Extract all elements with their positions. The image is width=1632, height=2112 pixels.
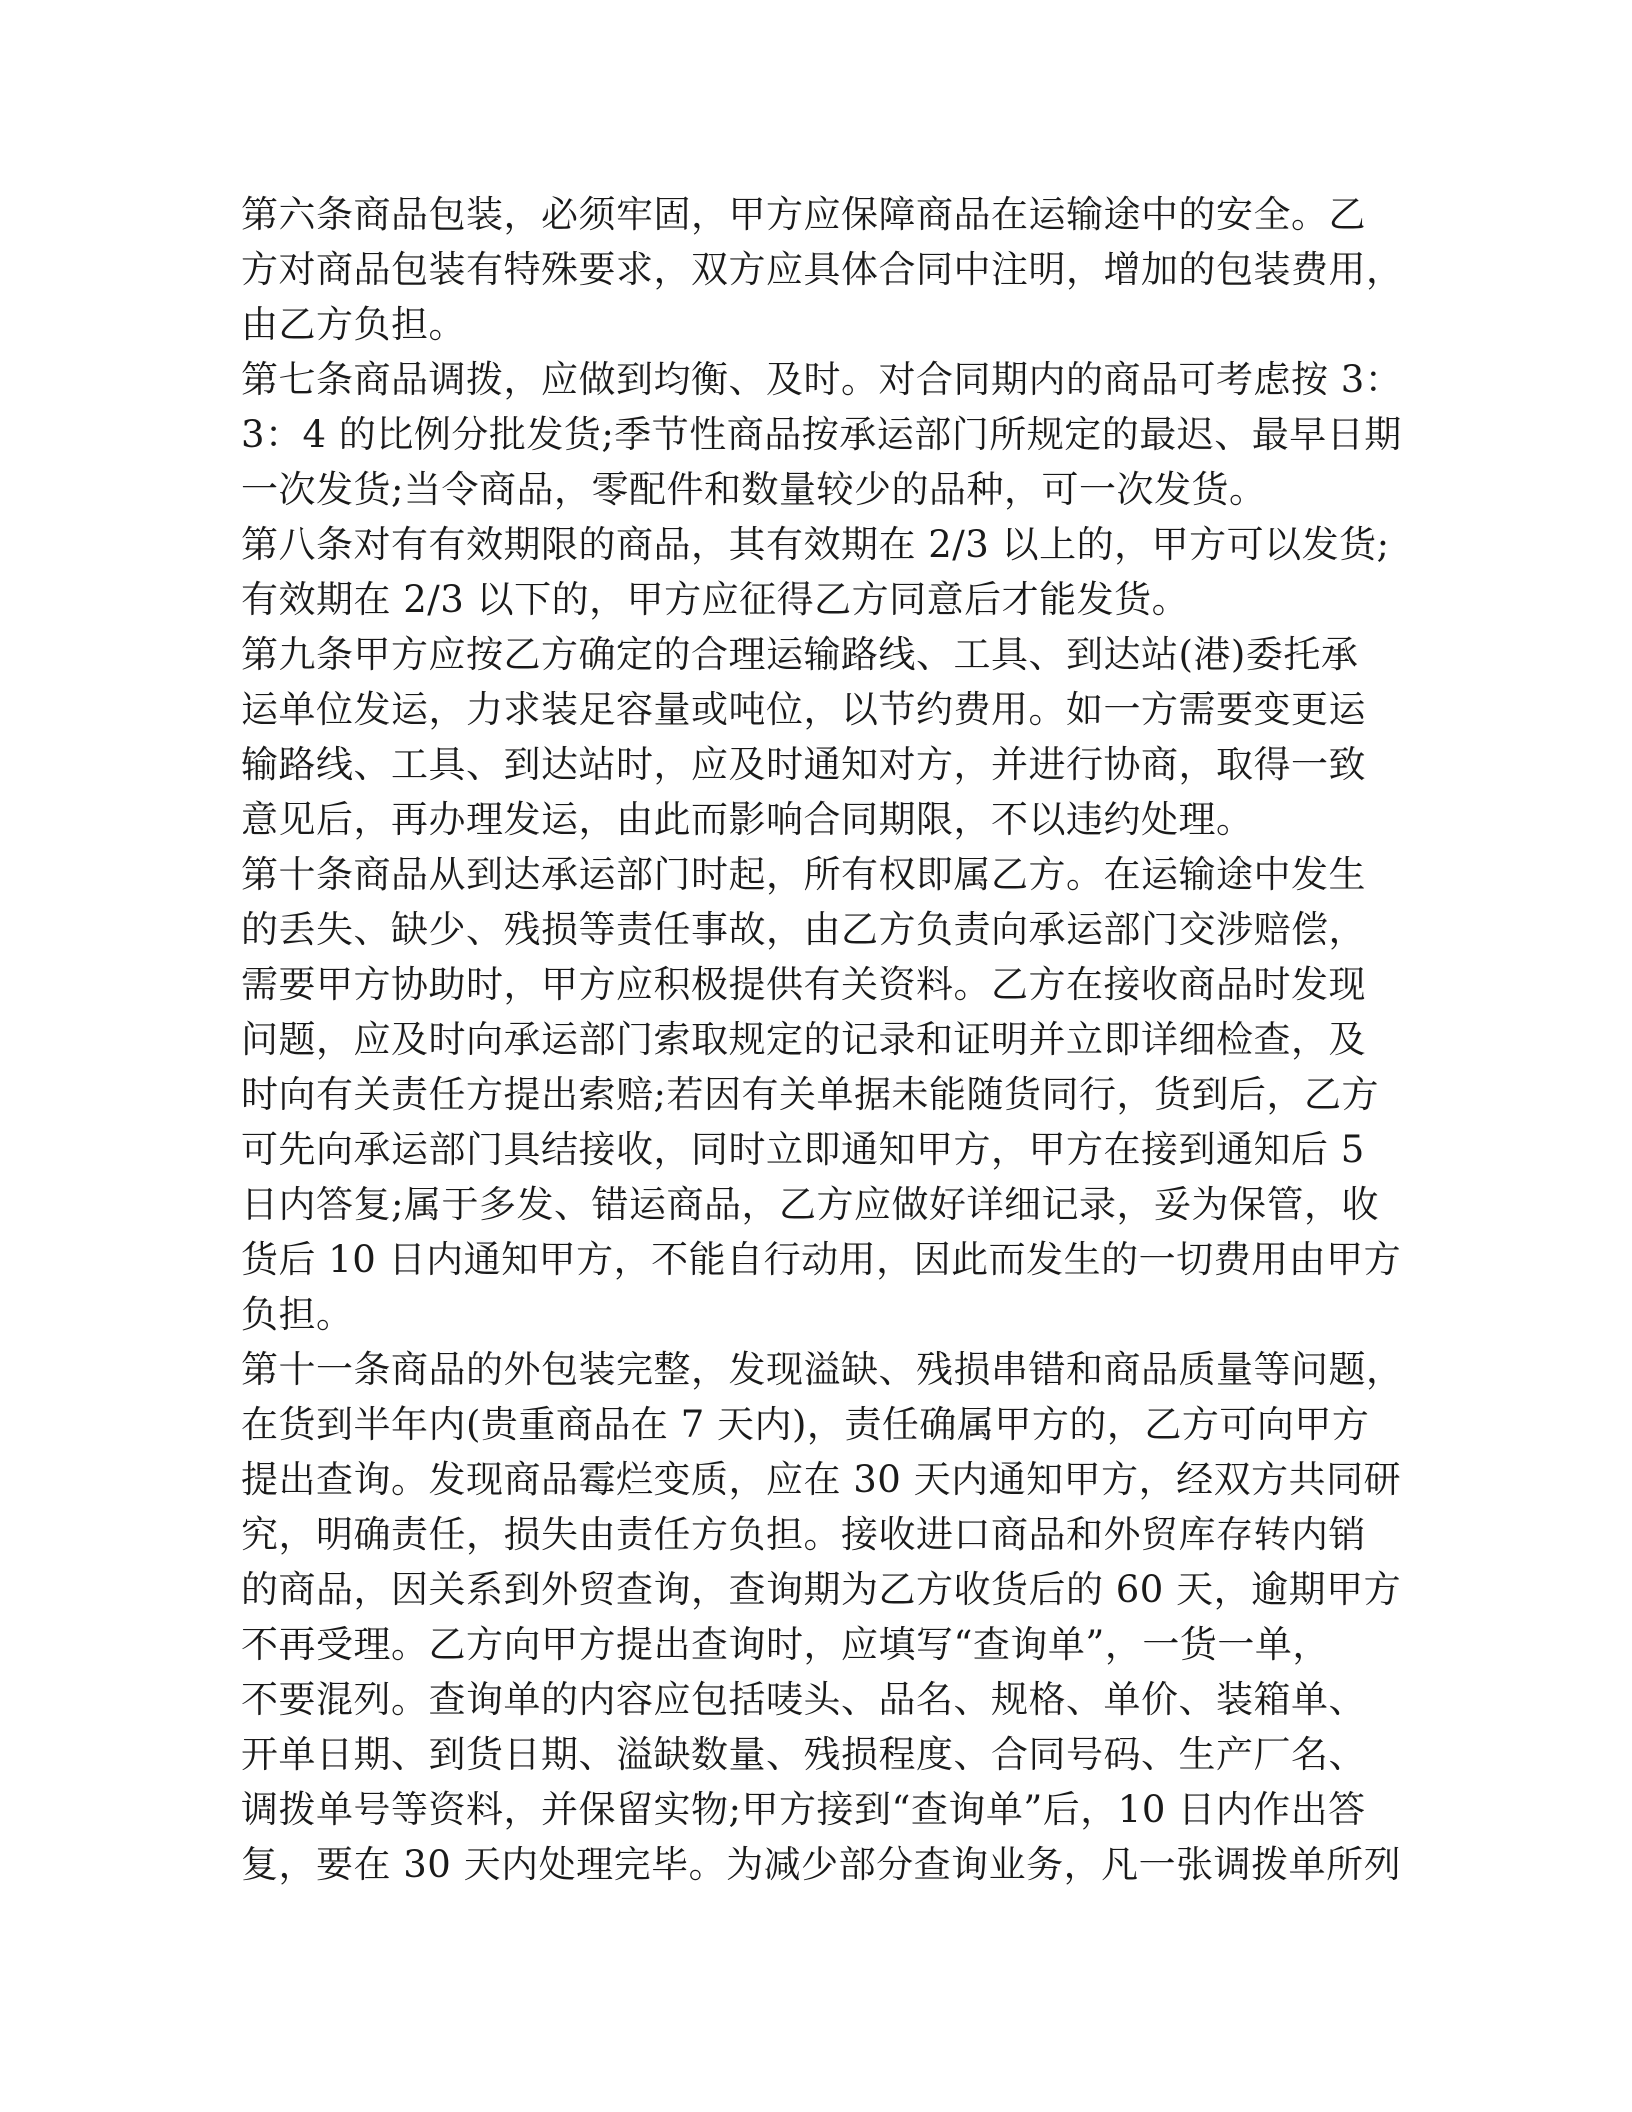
text-line: 由乙方负担。: [241, 303, 466, 346]
text-line: 一次发货;当令商品，零配件和数量较少的品种，可一次发货。: [241, 468, 1267, 511]
text-line: 可先向承运部门具结接收，同时立即通知甲方，甲方在接到通知后 5: [241, 1128, 1365, 1171]
text-line: 第七条商品调拨，应做到均衡、及时。对合同期内的商品可考虑按 3：: [241, 358, 1403, 401]
text-line: 日内答复;属于多发、错运商品，乙方应做好详细记录，妥为保管，收: [241, 1183, 1379, 1226]
text-line: 货后 10 日内通知甲方，不能自行动用，因此而发生的一切费用由甲方: [241, 1238, 1402, 1281]
text-line: 负担。: [241, 1293, 354, 1336]
text-line: 提出查询。发现商品霉烂变质，应在 30 天内通知甲方，经双方共同研: [241, 1458, 1402, 1501]
text-line: 有效期在 2/3 以下的，甲方应征得乙方同意后才能发货。: [241, 578, 1190, 621]
text-line: 时向有关责任方提出索赔;若因有关单据未能随货同行，货到后，乙方: [241, 1073, 1379, 1116]
text-line: 第九条甲方应按乙方确定的合理运输路线、工具、到达站(港)委托承: [241, 633, 1359, 676]
text-line: 运单位发运，力求装足容量或吨位，以节约费用。如一方需要变更运: [241, 688, 1366, 731]
text-line: 第八条对有有效期限的商品，其有效期在 2/3 以上的，甲方可以发货;: [241, 523, 1390, 566]
text-line: 不要混列。查询单的内容应包括唛头、品名、规格、单价、装箱单、: [241, 1678, 1366, 1721]
text-line: 需要甲方协助时，甲方应积极提供有关资料。乙方在接收商品时发现: [241, 963, 1366, 1006]
text-line: 第十条商品从到达承运部门时起，所有权即属乙方。在运输途中发生: [241, 853, 1366, 896]
text-line: 问题，应及时向承运部门索取规定的记录和证明并立即详细检查，及: [241, 1018, 1366, 1061]
text-line: 方对商品包装有特殊要求，双方应具体合同中注明，增加的包装费用，: [241, 248, 1404, 291]
text-line: 第六条商品包装，必须牢固，甲方应保障商品在运输途中的安全。乙: [241, 193, 1366, 236]
text-line: 究，明确责任，损失由责任方负担。接收进口商品和外贸库存转内销: [241, 1513, 1366, 1556]
text-line: 的丢失、缺少、残损等责任事故，由乙方负责向承运部门交涉赔偿，: [241, 908, 1366, 951]
text-line: 不再受理。乙方向甲方提出查询时，应填写“查询单”，一货一单，: [241, 1623, 1330, 1666]
text-line: 输路线、工具、到达站时，应及时通知对方，并进行协商，取得一致: [241, 743, 1366, 786]
text-line: 调拨单号等资料，并保留实物;甲方接到“查询单”后，10 日内作出答: [241, 1788, 1366, 1831]
text-line: 3：4 的比例分批发货;季节性商品按承运部门所规定的最迟、最早日期: [241, 413, 1402, 456]
text-line: 复，要在 30 天内处理完毕。为减少部分查询业务，凡一张调拨单所列: [241, 1843, 1402, 1886]
text-line: 意见后，再办理发运，由此而影响合同期限，不以违约处理。: [241, 798, 1254, 841]
text-line: 开单日期、到货日期、溢缺数量、残损程度、合同号码、生产厂名、: [241, 1733, 1366, 1776]
text-line: 的商品，因关系到外贸查询，查询期为乙方收货后的 60 天，逾期甲方: [241, 1568, 1402, 1611]
document-body: [241, 187, 1404, 1892]
text-line: 第十一条商品的外包装完整，发现溢缺、残损串错和商品质量等问题，: [241, 1348, 1404, 1391]
text-line: 在货到半年内(贵重商品在 7 天内)，责任确属甲方的，乙方可向甲方: [241, 1403, 1370, 1446]
